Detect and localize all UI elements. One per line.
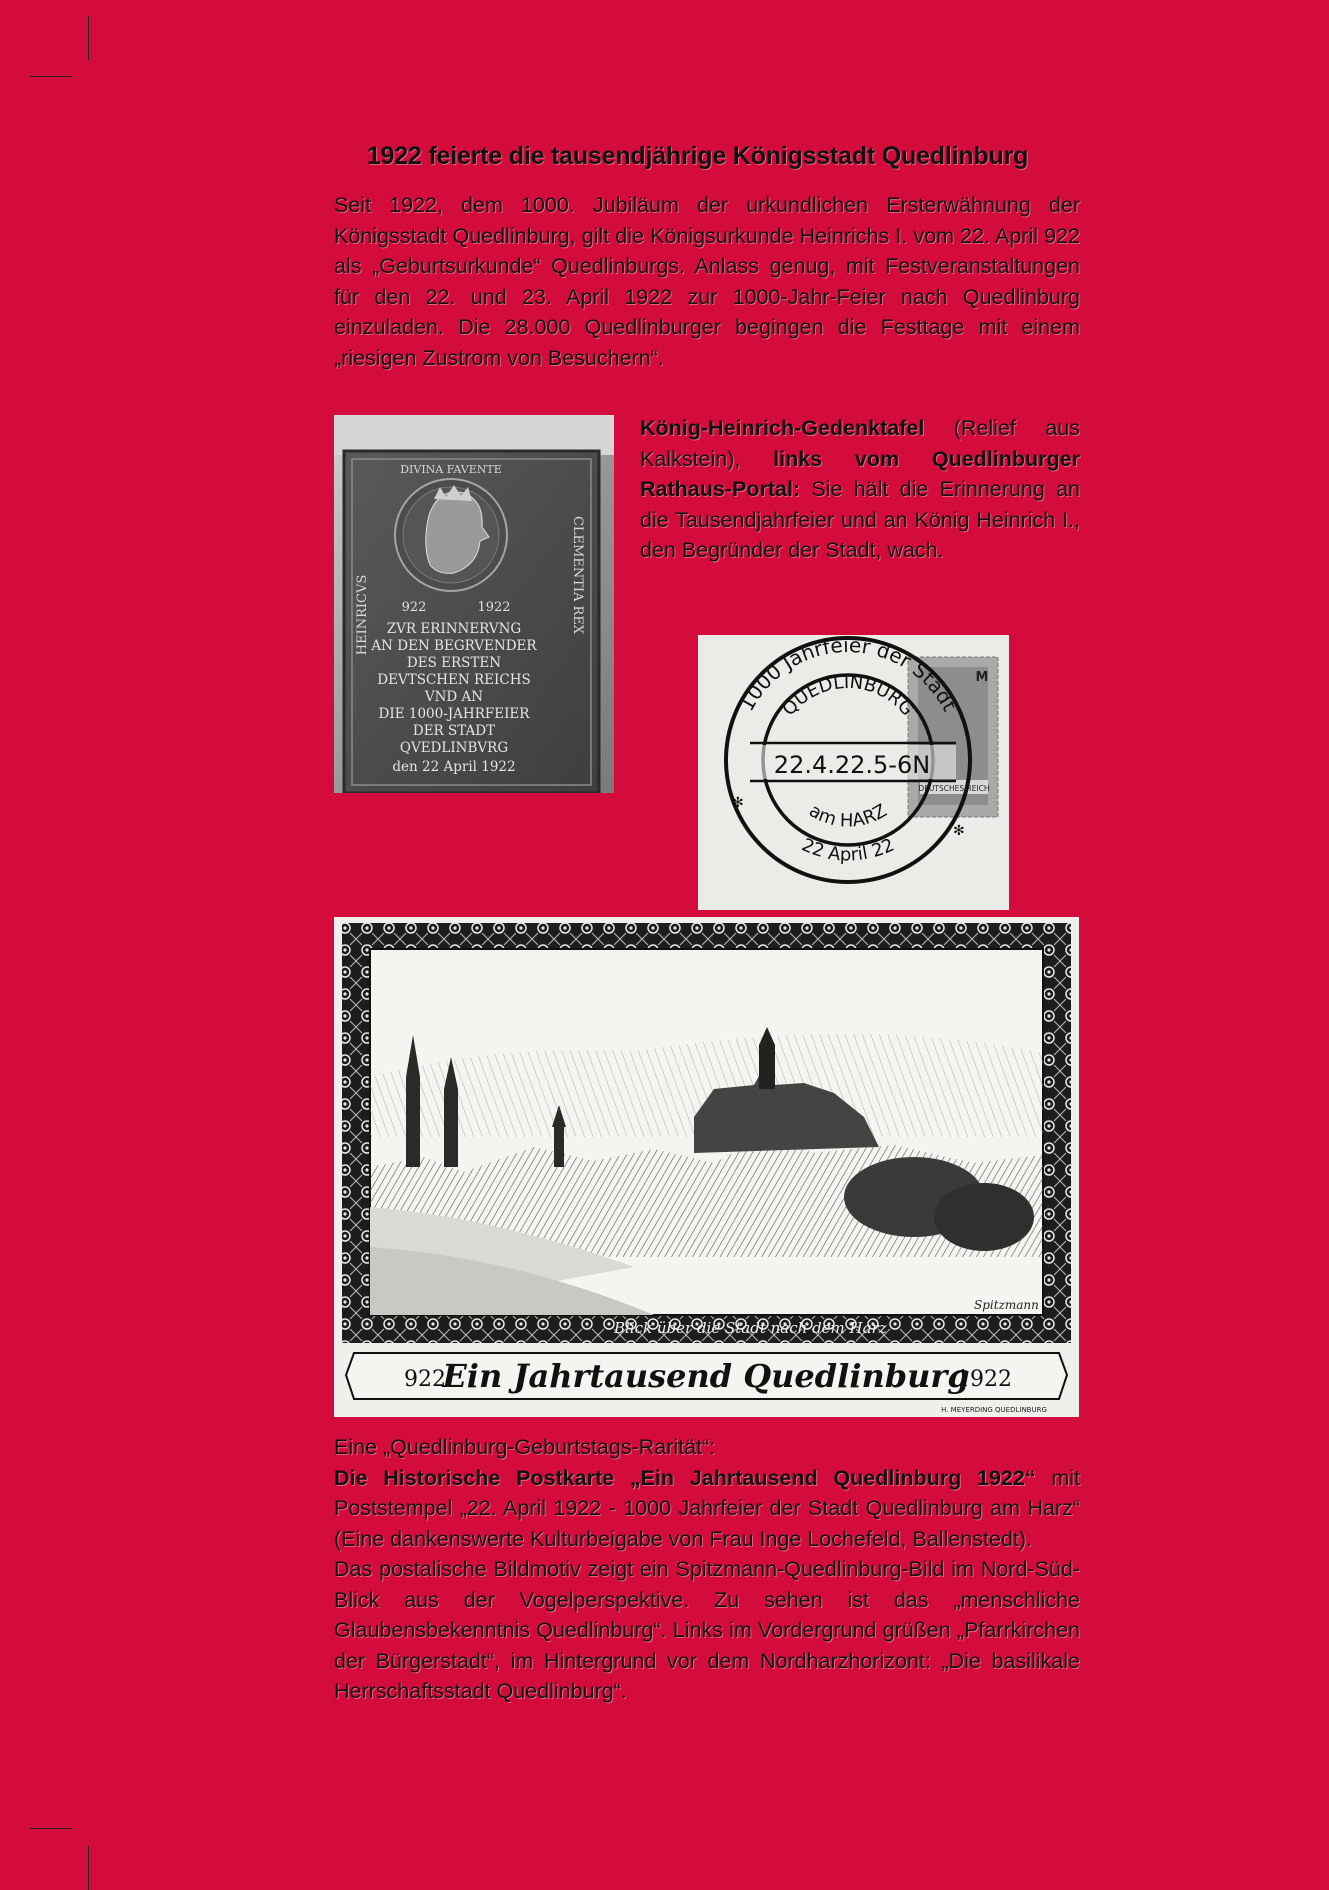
stamp-letter: M	[975, 670, 989, 685]
postmark-region: am HARZ	[805, 800, 891, 832]
postcard-desc-intro: Eine „Quedlinburg-Geburtstags-Rarität“:	[334, 1435, 716, 1459]
plaque-year-left: 922	[401, 600, 427, 615]
plaque-top-text: DIVINA FAVENTE	[400, 463, 502, 476]
plaque-right-text: CLEMENTIA REX	[570, 515, 585, 635]
postmark-date: 22.4.22.5-6N	[773, 751, 931, 779]
plaque-line: QVEDLINBVRG	[399, 740, 509, 756]
intro-paragraph: Seit 1922, dem 1000. Jubiläum der urkundlichen Ersterwähnung der Königsstadt Quedlinburg, gilt die Königsurkunde Heinrichs I. vom 22. April 922 als „Geburtsurkunde“ Quedlinburgs. Anlass genug, mit Festveranstaltungen für den 22. und 23. April 1922 zur 1000-Jahr-Feier nach Quedlinburg einzuladen. Die 28.000 Quedlinburger begingen die Festtage mit einem „riesigen Zustrom von Besuchern“.	[334, 193, 1080, 370]
postcard-desc-paragraph: Das postalische Bildmotiv zeigt ein Spitzmann-Quedlinburg-Bild im Nord-Süd-Blick aus der Vogelperspektive. Zu sehen ist das „menschliche Glaubensbekenntnis Quedlinburg“. Links im Vordergrund grüßen „Pfarrkirchen der Bürgerstadt“, im Hintergrund vor dem Nordharzhorizont: „Die basilikale Herrschaftsstadt Quedlinburg“.	[334, 1557, 1080, 1703]
postmark-town: QUEDLINBURG	[778, 671, 918, 721]
crop-mark	[88, 1846, 89, 1890]
postcard-caption: Blick über die Stadt nach dem Harz	[614, 1319, 887, 1337]
plaque-line: DIE 1000-JAHRFEIER	[378, 706, 530, 722]
postcard-artist: Spitzmann	[974, 1298, 1039, 1312]
plaque-year-right: 1922	[477, 600, 511, 615]
plaque-line: ZVR ERINNERVNG	[386, 621, 522, 637]
postcard-illustration	[334, 917, 1079, 1417]
postcard-description	[334, 1432, 1080, 1707]
plaque-line: DEVTSCHEN REICHS	[377, 672, 531, 688]
plaque-line: VND AN	[424, 689, 484, 705]
plaque-caption-text: (Relief aus Kalkstein),	[640, 416, 1080, 471]
plaque-line: DES ERSTEN	[406, 655, 502, 671]
plaque-caption-text: Sie hält die Erinnerung an die Tausendjahrfeier und an König Heinrich I., den Begründer der Stadt, wach.	[640, 477, 1080, 562]
postmark-ring-bottom: 22 April 22	[798, 834, 898, 866]
plaque-line: den 22 April 1922	[392, 759, 516, 775]
plaque-caption-location: links vom Quedlinburger Rathaus-Portal:	[640, 446, 1080, 501]
postcard-banner-year-right: 1922	[956, 1367, 1012, 1392]
postcard-desc-body	[334, 1463, 1080, 1555]
postcard-desc-title: Die Historische Postkarte „Ein Jahrtausend Quedlinburg 1922“	[334, 1465, 1036, 1490]
postcard-publisher: H. MEYERDING QUEDLINBURG	[941, 1406, 1047, 1414]
plaque-left-text: HEINRICVS	[355, 574, 370, 656]
crop-mark	[30, 1828, 72, 1829]
postcard-image	[334, 917, 1079, 1417]
star-icon: ✻	[953, 823, 965, 839]
page-title: 1922 feierte die tausendjährige Königsstadt Quedlinburg	[366, 142, 1029, 170]
crop-mark	[30, 76, 72, 77]
star-icon: ✻	[732, 795, 744, 811]
plaque-caption	[640, 413, 1080, 566]
postcard-banner-title: Ein Jahrtausend Quedlinburg	[442, 1357, 970, 1395]
stamp-country: DEUTSCHES REICH	[918, 784, 990, 793]
plaque-line: DER STADT	[412, 723, 496, 739]
plaque-image	[334, 415, 614, 793]
postcard-banner-year-left: 922	[404, 1367, 446, 1392]
plaque-photo	[334, 415, 614, 793]
plaque-line: AN DEN BEGRVENDER	[371, 638, 537, 654]
postmark-photo	[698, 635, 1009, 910]
crop-mark	[88, 16, 89, 60]
postmark-ring-top: 1000 Jahrfeier der Stadt	[734, 635, 962, 716]
postcard-desc-text: mit Poststempel „22. April 1922 - 1000 Jahrfeier der Stadt Quedlinburg am Harz“ (Eine dankenswerte Kulturbeigabe von Frau Inge Lochefeld, Ballenstedt).	[334, 1465, 1081, 1551]
plaque-caption-title: König-Heinrich-Gedenktafel	[640, 416, 925, 440]
postmark-image	[698, 635, 1009, 910]
